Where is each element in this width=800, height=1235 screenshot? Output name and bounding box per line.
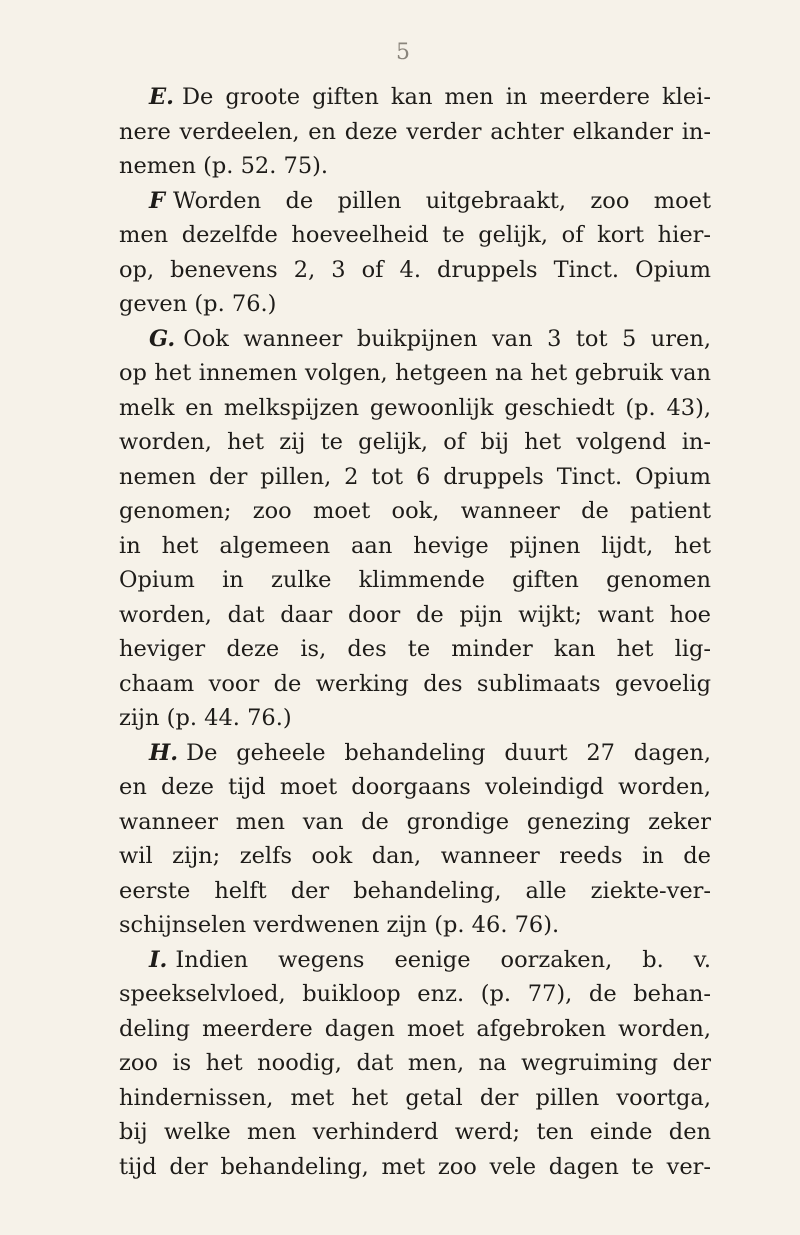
paragraph-i — [119, 943, 711, 1185]
text-line — [119, 322, 711, 357]
paragraph-e — [119, 80, 711, 184]
line-text: Indien wegens eenige oorzaken, b. v. — [175, 946, 711, 973]
text-line: op het innemen volgen, hetgeen na het gebruik van — [119, 360, 711, 386]
paragraph-marker: I. — [149, 946, 168, 973]
text-line: eerste helft der behandeling, alle ziekte-ver- — [119, 877, 711, 904]
paragraph-marker: H. — [149, 739, 179, 766]
text-line: wanneer men van de grondige genezing zeker — [119, 808, 711, 835]
text-line — [119, 80, 711, 115]
text-line: melk en melkspijzen gewoonlijk geschiedt (p. 43), — [119, 394, 711, 421]
text-line: heviger deze is, des te minder kan het lig- — [119, 636, 711, 662]
paragraph-f — [119, 184, 711, 322]
text-line: in het algemeen aan hevige pijnen lijdt, het — [119, 532, 711, 559]
text-line — [119, 736, 711, 771]
text-line — [119, 943, 711, 978]
text-line: schijnselen verdwenen zijn (p. 46. 76). — [119, 912, 560, 938]
line-text: De geheele behandeling duurt 27 dagen, — [186, 739, 711, 766]
text-line: geven (p. 76.) — [119, 291, 277, 317]
paragraph-g — [119, 322, 711, 736]
line-text: Ook wanneer buikpijnen van 3 tot 5 uren, — [183, 325, 711, 352]
text-line: worden, dat daar door de pijn wijkt; want hoe — [119, 601, 711, 628]
paragraph-marker: E. — [149, 84, 174, 110]
text-line: tijd der behandeling, met zoo vele dagen te ver- — [119, 1153, 711, 1180]
text-line: nemen der pillen, 2 tot 6 druppels Tinct. Opium — [119, 463, 711, 490]
paragraph-marker: G. — [149, 325, 176, 352]
text-line: zoo is het noodig, dat men, na wegruiming der — [119, 1050, 711, 1076]
text-line: Opium in zulke klimmende giften genomen — [119, 567, 711, 593]
text-line: en deze tijd moet doorgaans voleindigd worden, — [119, 774, 711, 800]
text-line: zijn (p. 44. 76.) — [119, 705, 292, 731]
text-line: nemen (p. 52. 75). — [119, 153, 329, 179]
text-line: bij welke men verhinderd werd; ten einde den — [119, 1119, 711, 1145]
text-line: hindernissen, met het getal der pillen voortga, — [119, 1084, 711, 1111]
page-number: 5 — [396, 40, 410, 65]
paragraph-h — [119, 736, 711, 943]
line-text: De groote giften kan men in meerdere klei- — [181, 84, 711, 110]
text-line: chaam voor de werking des sublimaats gevoelig — [119, 670, 711, 697]
paragraph-marker: F — [149, 187, 165, 214]
text-line: nere verdeelen, en deze verder achter elkander in- — [119, 118, 711, 145]
text-body — [119, 80, 711, 1184]
text-line: worden, het zij te gelijk, of bij het volgend in- — [119, 429, 711, 455]
line-text: Worden de pillen uitgebraakt, zoo moet — [172, 187, 711, 214]
text-line: speekselvloed, buikloop enz. (p. 77), de behan- — [119, 981, 711, 1007]
text-line: genomen; zoo moet ook, wanneer de patient — [119, 498, 711, 524]
text-line: wil zijn; zelfs ook dan, wanneer reeds in de — [119, 843, 711, 869]
text-line: men dezelfde hoeveelheid te gelijk, of kort hier- — [119, 222, 711, 248]
text-line: deling meerdere dagen moet afgebroken worden, — [119, 1015, 711, 1042]
text-line — [119, 184, 711, 219]
text-line: op, benevens 2, 3 of 4. druppels Tinct. Opium — [119, 256, 711, 283]
